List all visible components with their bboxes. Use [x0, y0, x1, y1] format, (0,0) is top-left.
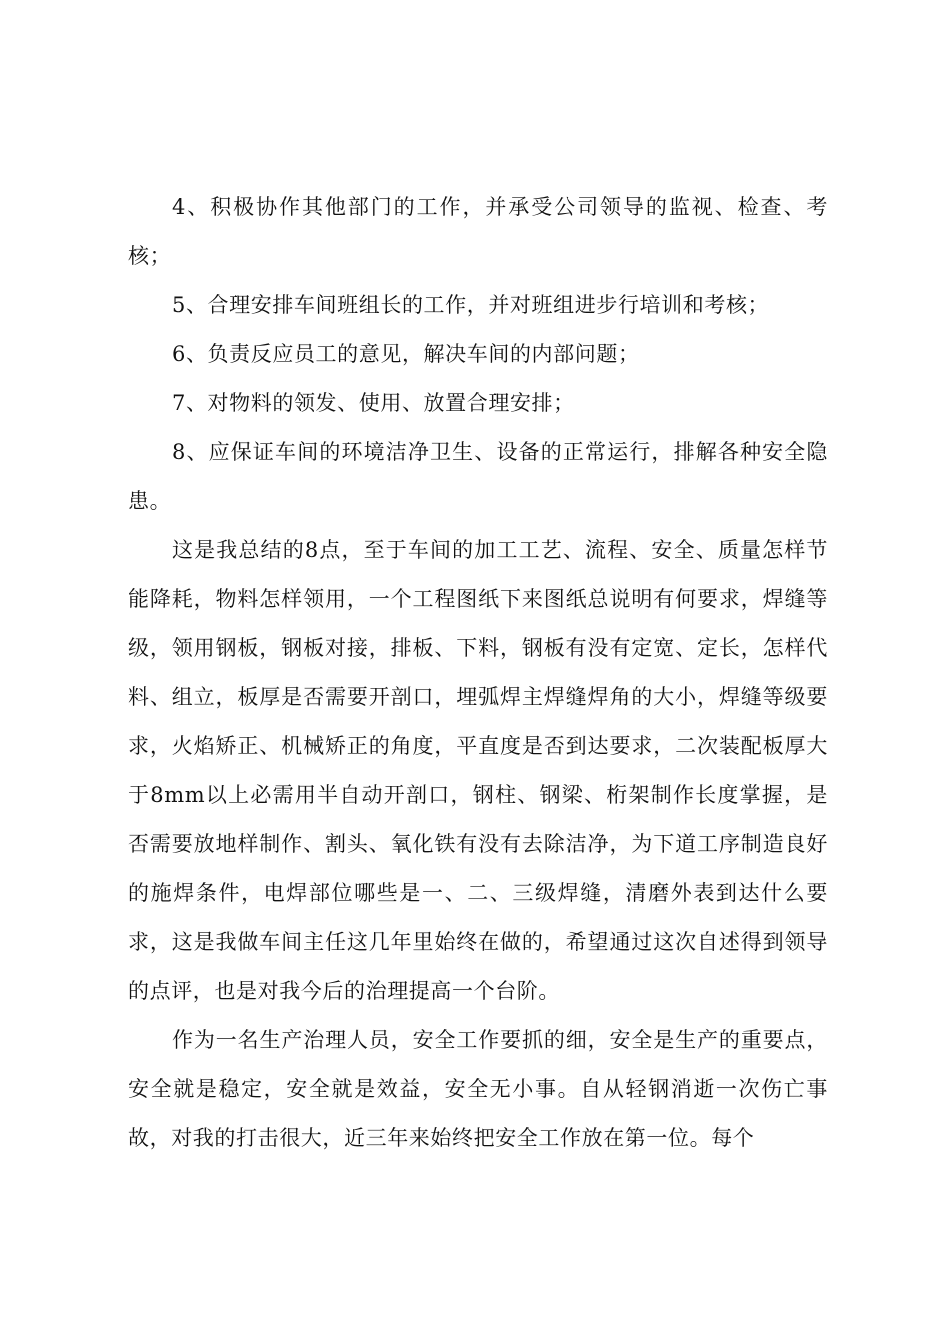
paragraph-item-5: 5、合理安排车间班组长的工作，并对班组进步行培训和考核； — [172, 293, 770, 317]
paragraph-safety: 作为一名生产治理人员，安全工作要抓的细，安全是生产的重要点，安全就是稳定，安全就是效益，安全无小事。自从轻钢消逝一次伤亡事故，对我的打击很大，近三年来始终把安全工作放在第一位。每个 — [128, 1028, 828, 1150]
paragraph-item-6: 6、负责反应员工的意见，解决车间的内部问题； — [172, 342, 640, 366]
document-body — [128, 183, 828, 1163]
paragraph-item-8: 8、应保证车间的环境洁净卫生、设备的正常运行，排解各种安全隐患。 — [128, 440, 828, 513]
paragraph-item-4: 4、积极协作其他部门的工作，并承受公司领导的监视、检查、考核； — [128, 195, 828, 268]
paragraph-summary: 这是我总结的8点，至于车间的加工工艺、流程、安全、质量怎样节能降耗，物料怎样领用，一个工程图纸下来图纸总说明有何要求，焊缝等级，领用钢板，钢板对接，排板、下料，钢板有没有定宽、定长，怎样代料、组立，板厚是否需要开剖口，埋弧焊主焊缝焊角的大小，焊缝等级要求，火焰矫正、机械矫正的角度，平直度是否到达要求，二次装配板厚大于8mm以上必需用半自动开剖口，钢柱、钢梁、桁架制作长度掌握，是否需要放地样制作、割头、氧化铁有没有去除洁净，为下道工序制造良好的施焊条件，电焊部位哪些是一、二、三级焊缝，清磨外表到达什么要求，这是我做车间主任这几年里始终在做的，希望通过这次自述得到领导的点评，也是对我今后的治理提高一个台阶。 — [128, 538, 828, 1003]
paragraph-item-7: 7、对物料的领发、使用、放置合理安排； — [172, 391, 575, 415]
